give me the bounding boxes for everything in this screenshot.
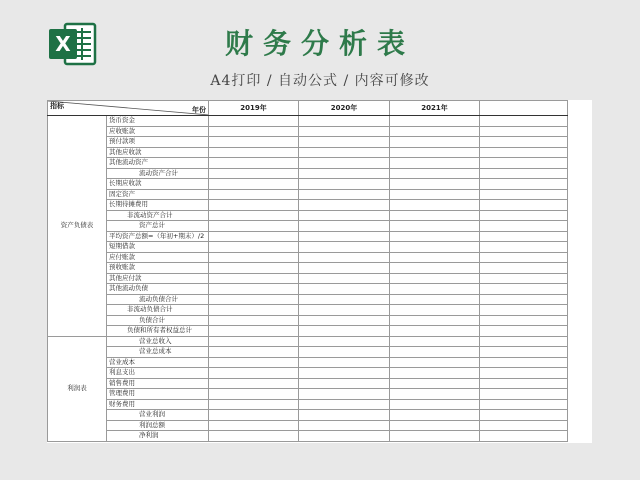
table-row (48, 431, 568, 442)
value-cell-2021年[interactable] (390, 210, 480, 221)
value-cell-2020年[interactable] (299, 431, 390, 442)
blank-cell[interactable] (480, 431, 568, 442)
indicator-label-cell[interactable]: 管理费用 (107, 389, 209, 400)
value-cell-2021年[interactable] (390, 158, 480, 169)
value-cell-2021年[interactable] (390, 179, 480, 190)
value-cell-2019年[interactable] (209, 168, 299, 179)
table-row (48, 263, 568, 274)
blank-cell[interactable] (480, 116, 568, 127)
value-cell-2019年[interactable] (209, 410, 299, 421)
blank-cell[interactable] (480, 231, 568, 242)
indicator-label-cell[interactable]: 其他流动资产 (107, 158, 209, 169)
value-cell-2019年[interactable] (209, 200, 299, 211)
spreadsheet-sheet (47, 100, 592, 443)
table-row (48, 315, 568, 326)
value-cell-2021年[interactable] (390, 336, 480, 347)
corner-diagonal (48, 101, 209, 115)
value-cell-2019年[interactable] (209, 431, 299, 442)
blank-cell[interactable] (480, 263, 568, 274)
indicator-label-cell[interactable]: 净利润 (107, 431, 209, 442)
value-cell-2021年[interactable] (390, 137, 480, 148)
blank-cell[interactable] (480, 399, 568, 410)
page-title: 财务分析表 (224, 27, 415, 60)
blank-cell[interactable] (480, 200, 568, 211)
table-row (48, 326, 568, 337)
value-cell-2019年[interactable] (209, 126, 299, 137)
value-cell-2021年[interactable] (390, 326, 480, 337)
corner-label-indicator: 指标 (50, 102, 64, 110)
blank-cell[interactable] (480, 210, 568, 221)
value-cell-2019年[interactable] (209, 158, 299, 169)
blank-cell[interactable] (480, 221, 568, 232)
value-cell-2019年[interactable] (209, 368, 299, 379)
table-row (48, 420, 568, 431)
value-cell-2021年[interactable] (390, 284, 480, 295)
indicator-label-cell[interactable]: 其他应付款 (107, 273, 209, 284)
value-cell-2021年[interactable] (390, 242, 480, 253)
indicator-label-cell[interactable]: 资产总计 (107, 221, 209, 232)
blank-cell[interactable] (480, 315, 568, 326)
blank-cell[interactable] (480, 420, 568, 431)
value-cell-2021年[interactable] (390, 315, 480, 326)
indicator-label-cell[interactable]: 营业总收入 (107, 336, 209, 347)
table-row (48, 221, 568, 232)
value-cell-2020年[interactable] (299, 284, 390, 295)
value-cell-2020年[interactable] (299, 273, 390, 284)
blank-cell[interactable] (480, 168, 568, 179)
indicator-label-cell[interactable]: 长期待摊费用 (107, 200, 209, 211)
blank-cell[interactable] (480, 147, 568, 158)
value-cell-2020年[interactable] (299, 252, 390, 263)
page-subtitle: A4打印 / 自动公式 / 内容可修改 (210, 73, 430, 89)
table-row (48, 242, 568, 253)
value-cell-2021年[interactable] (390, 263, 480, 274)
value-cell-2019年[interactable] (209, 294, 299, 305)
value-cell-2020年[interactable] (299, 357, 390, 368)
indicator-label-cell[interactable]: 短期借款 (107, 242, 209, 253)
value-cell-2020年[interactable] (299, 221, 390, 232)
table-row (48, 200, 568, 211)
value-cell-2019年[interactable] (209, 315, 299, 326)
value-cell-2020年[interactable] (299, 126, 390, 137)
indicator-label-cell[interactable]: 营业总成本 (107, 347, 209, 358)
table-row (48, 168, 568, 179)
indicator-label-cell[interactable]: 营业利润 (107, 410, 209, 421)
value-cell-2019年[interactable] (209, 231, 299, 242)
table-row (48, 294, 568, 305)
table-row (48, 368, 568, 379)
blank-cell[interactable] (480, 410, 568, 421)
value-cell-2021年[interactable] (390, 126, 480, 137)
value-cell-2019年[interactable] (209, 116, 299, 127)
indicator-label-cell[interactable]: 长期应收款 (107, 179, 209, 190)
value-cell-2021年[interactable] (390, 116, 480, 127)
table-row (48, 410, 568, 421)
table-row (48, 189, 568, 200)
value-cell-2020年[interactable] (299, 179, 390, 190)
blank-cell[interactable] (480, 305, 568, 316)
financial-table (47, 100, 568, 442)
table-row (48, 147, 568, 158)
value-cell-2019年[interactable] (209, 357, 299, 368)
blank-cell[interactable] (480, 336, 568, 347)
value-cell-2019年[interactable] (209, 336, 299, 347)
value-cell-2021年[interactable] (390, 200, 480, 211)
blank-cell[interactable] (480, 284, 568, 295)
indicator-label-cell[interactable]: 利润总额 (107, 420, 209, 431)
value-cell-2021年[interactable] (390, 347, 480, 358)
table-row (48, 336, 568, 347)
value-cell-2019年[interactable] (209, 189, 299, 200)
value-cell-2019年[interactable] (209, 263, 299, 274)
table-row (48, 273, 568, 284)
blank-cell[interactable] (480, 389, 568, 400)
indicator-label-cell[interactable]: 财务费用 (107, 399, 209, 410)
value-cell-2020年[interactable] (299, 336, 390, 347)
indicator-label-cell[interactable]: 其他流动负债 (107, 284, 209, 295)
blank-cell[interactable] (480, 347, 568, 358)
blank-cell[interactable] (480, 294, 568, 305)
value-cell-2020年[interactable] (299, 116, 390, 127)
indicator-label-cell[interactable]: 应收账款 (107, 126, 209, 137)
blank-cell[interactable] (480, 179, 568, 190)
value-cell-2020年[interactable] (299, 231, 390, 242)
corner-label-year: 年份 (192, 106, 206, 114)
table-row (48, 399, 568, 410)
value-cell-2019年[interactable] (209, 347, 299, 358)
value-cell-2021年[interactable] (390, 294, 480, 305)
value-cell-2019年[interactable] (209, 389, 299, 400)
year-header-2020[interactable]: 2020年 (299, 101, 390, 116)
table-row (48, 252, 568, 263)
indicator-label-cell[interactable]: 应付账款 (107, 252, 209, 263)
indicator-label-cell[interactable]: 预收账款 (107, 263, 209, 274)
table-row (48, 158, 568, 169)
year-header-2021[interactable]: 2021年 (390, 101, 480, 116)
value-cell-2020年[interactable] (299, 315, 390, 326)
blank-cell[interactable] (480, 326, 568, 337)
indicator-label-cell[interactable]: 预付款项 (107, 137, 209, 148)
value-cell-2019年[interactable] (209, 378, 299, 389)
value-cell-2020年[interactable] (299, 242, 390, 253)
value-cell-2020年[interactable] (299, 420, 390, 431)
value-cell-2020年[interactable] (299, 210, 390, 221)
table-row (48, 126, 568, 137)
value-cell-2019年[interactable] (209, 273, 299, 284)
value-cell-2020年[interactable] (299, 137, 390, 148)
value-cell-2021年[interactable] (390, 389, 480, 400)
value-cell-2019年[interactable] (209, 137, 299, 148)
value-cell-2021年[interactable] (390, 410, 480, 421)
value-cell-2020年[interactable] (299, 189, 390, 200)
indicator-label-cell[interactable]: 平均资产总额=（年初+期末）/2 (107, 231, 209, 242)
value-cell-2021年[interactable] (390, 357, 480, 368)
value-cell-2020年[interactable] (299, 399, 390, 410)
indicator-label-cell[interactable]: 非流动负债合计 (107, 305, 209, 316)
value-cell-2021年[interactable] (390, 252, 480, 263)
table-row (48, 357, 568, 368)
value-cell-2021年[interactable] (390, 305, 480, 316)
value-cell-2021年[interactable] (390, 368, 480, 379)
value-cell-2019年[interactable] (209, 399, 299, 410)
indicator-label-cell[interactable]: 销售费用 (107, 378, 209, 389)
value-cell-2020年[interactable] (299, 368, 390, 379)
blank-cell[interactable] (480, 357, 568, 368)
value-cell-2019年[interactable] (209, 221, 299, 232)
table-row (48, 231, 568, 242)
table-row (48, 389, 568, 400)
value-cell-2020年[interactable] (299, 347, 390, 358)
value-cell-2020年[interactable] (299, 263, 390, 274)
blank-cell[interactable] (480, 189, 568, 200)
table-header-row (48, 101, 568, 116)
table-row (48, 378, 568, 389)
value-cell-2021年[interactable] (390, 420, 480, 431)
blank-cell[interactable] (480, 158, 568, 169)
value-cell-2020年[interactable] (299, 326, 390, 337)
value-cell-2021年[interactable] (390, 147, 480, 158)
table-row (48, 347, 568, 358)
value-cell-2020年[interactable] (299, 147, 390, 158)
blank-cell[interactable] (480, 273, 568, 284)
value-cell-2020年[interactable] (299, 294, 390, 305)
indicator-label-cell[interactable]: 负债和所有者权益总计 (107, 326, 209, 337)
indicator-label-cell[interactable]: 流动资产合计 (107, 168, 209, 179)
value-cell-2019年[interactable] (209, 179, 299, 190)
indicator-label-cell[interactable]: 货币资金 (107, 116, 209, 127)
value-cell-2020年[interactable] (299, 389, 390, 400)
blank-cell[interactable] (480, 126, 568, 137)
blank-cell[interactable] (480, 368, 568, 379)
blank-cell[interactable] (480, 242, 568, 253)
value-cell-2020年[interactable] (299, 200, 390, 211)
svg-text:X: X (55, 32, 71, 56)
value-cell-2019年[interactable] (209, 147, 299, 158)
indicator-label-cell[interactable]: 其他应收款 (107, 147, 209, 158)
indicator-label-cell[interactable]: 流动负债合计 (107, 294, 209, 305)
value-cell-2020年[interactable] (299, 378, 390, 389)
value-cell-2019年[interactable] (209, 210, 299, 221)
value-cell-2021年[interactable] (390, 399, 480, 410)
blank-cell[interactable] (480, 252, 568, 263)
indicator-label-cell[interactable]: 利息支出 (107, 368, 209, 379)
value-cell-2020年[interactable] (299, 305, 390, 316)
value-cell-2020年[interactable] (299, 158, 390, 169)
blank-cell[interactable] (480, 137, 568, 148)
table-row (48, 137, 568, 148)
indicator-label-cell[interactable]: 负债合计 (107, 315, 209, 326)
table-row (48, 179, 568, 190)
indicator-label-cell[interactable]: 固定资产 (107, 189, 209, 200)
value-cell-2019年[interactable] (209, 326, 299, 337)
page-header (0, 0, 640, 100)
blank-cell[interactable] (480, 378, 568, 389)
value-cell-2019年[interactable] (209, 420, 299, 431)
value-cell-2021年[interactable] (390, 221, 480, 232)
category-cell[interactable]: 资产负债表 (48, 116, 107, 337)
table-row (48, 210, 568, 221)
value-cell-2020年[interactable] (299, 410, 390, 421)
indicator-label-cell[interactable]: 营业成本 (107, 357, 209, 368)
table-row (48, 284, 568, 295)
value-cell-2021年[interactable] (390, 378, 480, 389)
value-cell-2021年[interactable] (390, 231, 480, 242)
header-corner-cell (48, 101, 209, 116)
value-cell-2020年[interactable] (299, 168, 390, 179)
value-cell-2021年[interactable] (390, 431, 480, 442)
value-cell-2021年[interactable] (390, 273, 480, 284)
table-row (48, 116, 568, 127)
table-row (48, 305, 568, 316)
category-cell[interactable]: 利润表 (48, 336, 107, 441)
value-cell-2019年[interactable] (209, 305, 299, 316)
value-cell-2019年[interactable] (209, 284, 299, 295)
value-cell-2021年[interactable] (390, 189, 480, 200)
value-cell-2019年[interactable] (209, 252, 299, 263)
indicator-label-cell[interactable]: 非流动资产合计 (107, 210, 209, 221)
blank-header-cell[interactable] (480, 101, 568, 116)
value-cell-2019年[interactable] (209, 242, 299, 253)
value-cell-2021年[interactable] (390, 168, 480, 179)
year-header-2019[interactable]: 2019年 (209, 101, 299, 116)
